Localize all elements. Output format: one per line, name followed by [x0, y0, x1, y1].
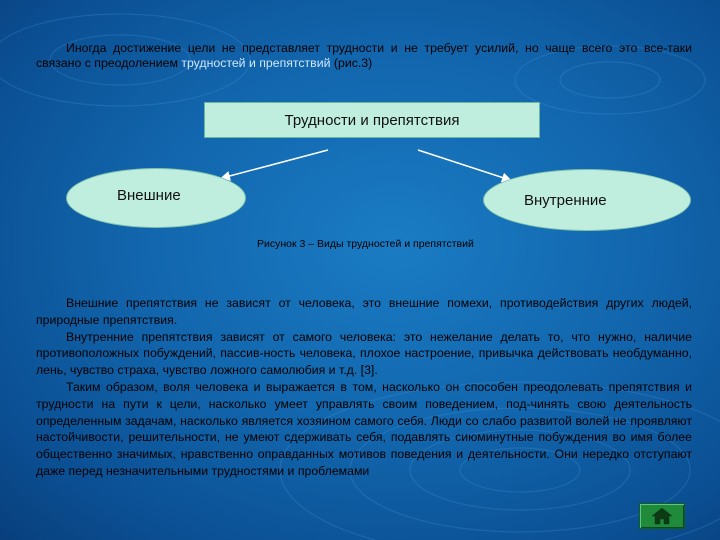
- internal-node: [483, 169, 691, 231]
- figure-caption: Рисунок 3 – Виды трудностей и препятствий: [257, 238, 474, 250]
- intro-highlight: трудностей и препятствий: [181, 56, 331, 70]
- body-text: [36, 295, 692, 480]
- difficulties-box-label: Трудности и препятствия: [284, 111, 460, 129]
- paragraph-external: Внешние препятствия не зависят от человека, это внешние помехи, противодействия других людей, природные препятствия.: [36, 296, 692, 327]
- arrow-to-internal: [418, 150, 510, 180]
- paragraph-internal: Внутренние препятствия зависят от самого человека: это нежелание делать то, что нужно, наличие противоположных побуждений, пассив-ность человека, плохое настроение, привычка действовать необдуманно, лень, чувство страха, чувство ложного самолюбия и т.д. [3].: [36, 329, 692, 378]
- internal-node-label: Внутренние: [524, 192, 607, 209]
- paragraph-conclusion: Таким образом, воля человека и выражается в том, насколько он способен преодолевать препятствия и трудности на пути к цели, насколько умеет управлять своим поведением, под-чинять свою деятельность определенным задачам, насколько является хозяином самого себя. Люди со слабо развитой волей не проявляют настойчивости, решительности, не умеют сдерживать себя, подавлять сиюминутные побуждения во имя более общественно значимых, нравственно оправданных мотивов поведения и деятельности. Они нередко отступают даже перед незначительными трудностями и проблемами: [36, 379, 692, 478]
- arrow-to-external: [222, 150, 328, 178]
- intro-text: Иногда достижение цели не представляет трудности и не требует усилий, но чаще всего это все-таки связано с преодолением: [36, 41, 692, 70]
- external-node-label: Внешние: [117, 187, 181, 204]
- external-node: [66, 168, 246, 228]
- intro-suffix: (рис.3): [330, 56, 373, 70]
- home-button[interactable]: [639, 503, 685, 529]
- home-icon: [651, 507, 673, 525]
